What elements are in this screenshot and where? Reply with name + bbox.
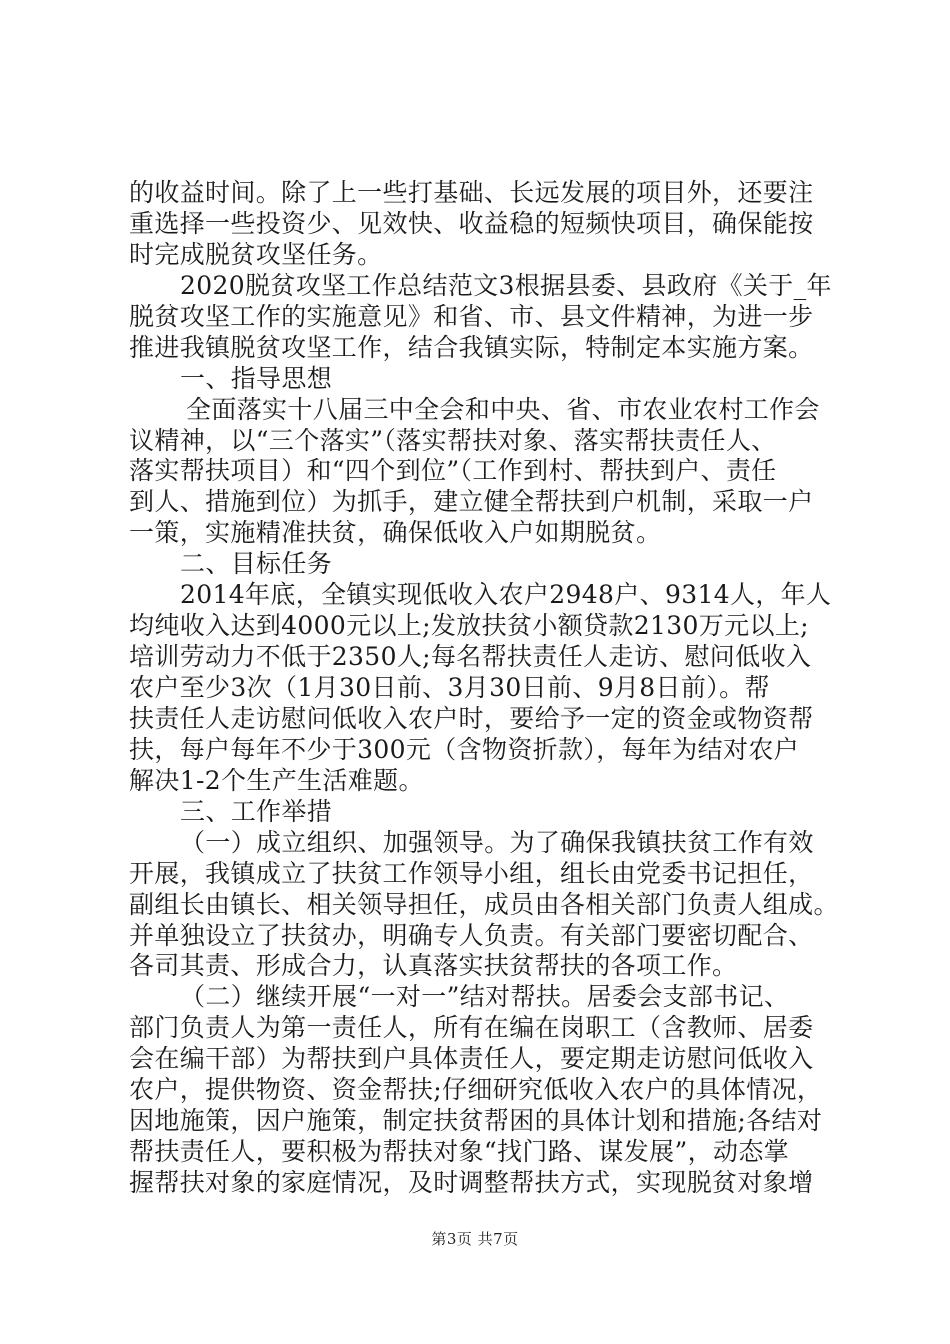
body-text-line: 全面落实十八届三中全会和中央、省、市农业农村工作会 (186, 394, 820, 424)
body-text-line: 部门负责人为第一责任人，所有在编在岗职工（含教师、居委 (129, 1013, 814, 1043)
body-text-line: 握帮扶对象的家庭情况，及时调整帮扶方式，实现脱贫对象增 (129, 1168, 814, 1197)
body-text-line: 农户，提供物资、资金帮扶;仔细研究低收入农户的具体情况， (129, 1075, 823, 1105)
body-text-line: 副组长由镇长、相关领导担任，成员由各相关部门负责人组成。 (129, 889, 839, 919)
body-text-line: 议精神，以“三个落实”（落实帮扶对象、落实帮扶责任人、 (129, 425, 777, 455)
body-text-line: 脱贫攻坚工作的实施意见》和省、市、县文件精神，为进一步 (129, 301, 814, 331)
body-text-line: 时完成脱贫攻坚任务。 (129, 239, 383, 269)
page-number-footer: 第3页 共7页 (431, 1230, 519, 1248)
body-text-line: 农户至少3次（1月30日前、3月30日前、9月8日前）。帮 (129, 673, 770, 702)
body-text-line: 重选择一些投资少、见效快、收益稳的短频快项目，确保能按 (129, 208, 814, 238)
body-text-line: 2020脱贫攻坚工作总结范文3根据县委、县政府《关于_年 (180, 270, 832, 300)
body-text-line: 推进我镇脱贫攻坚工作，结合我镇实际，特制定本实施方案。 (129, 332, 814, 362)
body-text-line: 并单独设立了扶贫办，明确专人负责。有关部门要密切配合、 (129, 920, 814, 950)
body-text-line: 落实帮扶项目）和“四个到位”（工作到村、帮扶到户、责任 (129, 456, 777, 486)
body-text-line: 均纯收入达到4000元以上;发放扶贫小额贷款2130万元以上; (129, 611, 809, 641)
body-text-line: （一）成立组织、加强领导。为了确保我镇扶贫工作有效 (180, 827, 814, 857)
section-heading: 一、指导思想 (180, 363, 333, 393)
body-text-line: 会在编干部）为帮扶到户具体责任人，要定期走访慰问低收入 (129, 1044, 814, 1074)
body-text-line: 扶，每户每年不少于300元（含物资折款），每年为结对农户 (129, 734, 800, 764)
body-text-line: 到人、措施到位）为抓手，建立健全帮扶到户机制，采取一户 (129, 487, 814, 517)
body-text-line: （二）继续开展“一对一”结对帮扶。居委会支部书记、 (180, 982, 790, 1012)
section-heading: 三、工作举措 (180, 796, 333, 826)
body-text-line: 培训劳动力不低于2350人;每名帮扶责任人走访、慰问低收入 (129, 642, 812, 672)
body-text-line: 开展，我镇成立了扶贫工作领导小组，组长由党委书记担任， (129, 858, 814, 888)
body-text-line: 一策，实施精准扶贫，确保低收入户如期脱贫。 (129, 518, 662, 548)
body-text-line: 各司其责、形成合力，认真落实扶贫帮扶的各项工作。 (129, 951, 738, 981)
body-text-line: 因地施策，因户施策，制定扶贫帮困的具体计划和措施;各结对 (129, 1106, 823, 1136)
body-text-line: 帮扶责任人，要积极为帮扶对象“找门路、谋发展”，动态掌 (129, 1137, 790, 1167)
body-text-line: 2014年底，全镇实现低收入农户2948户、9314人，年人 (180, 580, 832, 610)
body-text-line: 解决1-2个生产生活难题。 (129, 765, 424, 795)
body-text-line: 扶责任人走访慰问低收入农户时，要给予一定的资金或物资帮 (129, 703, 814, 733)
section-heading: 二、目标任务 (180, 549, 333, 579)
body-text-line: 的收益时间。除了上一些打基础、长远发展的项目外，还要注 (129, 178, 814, 207)
